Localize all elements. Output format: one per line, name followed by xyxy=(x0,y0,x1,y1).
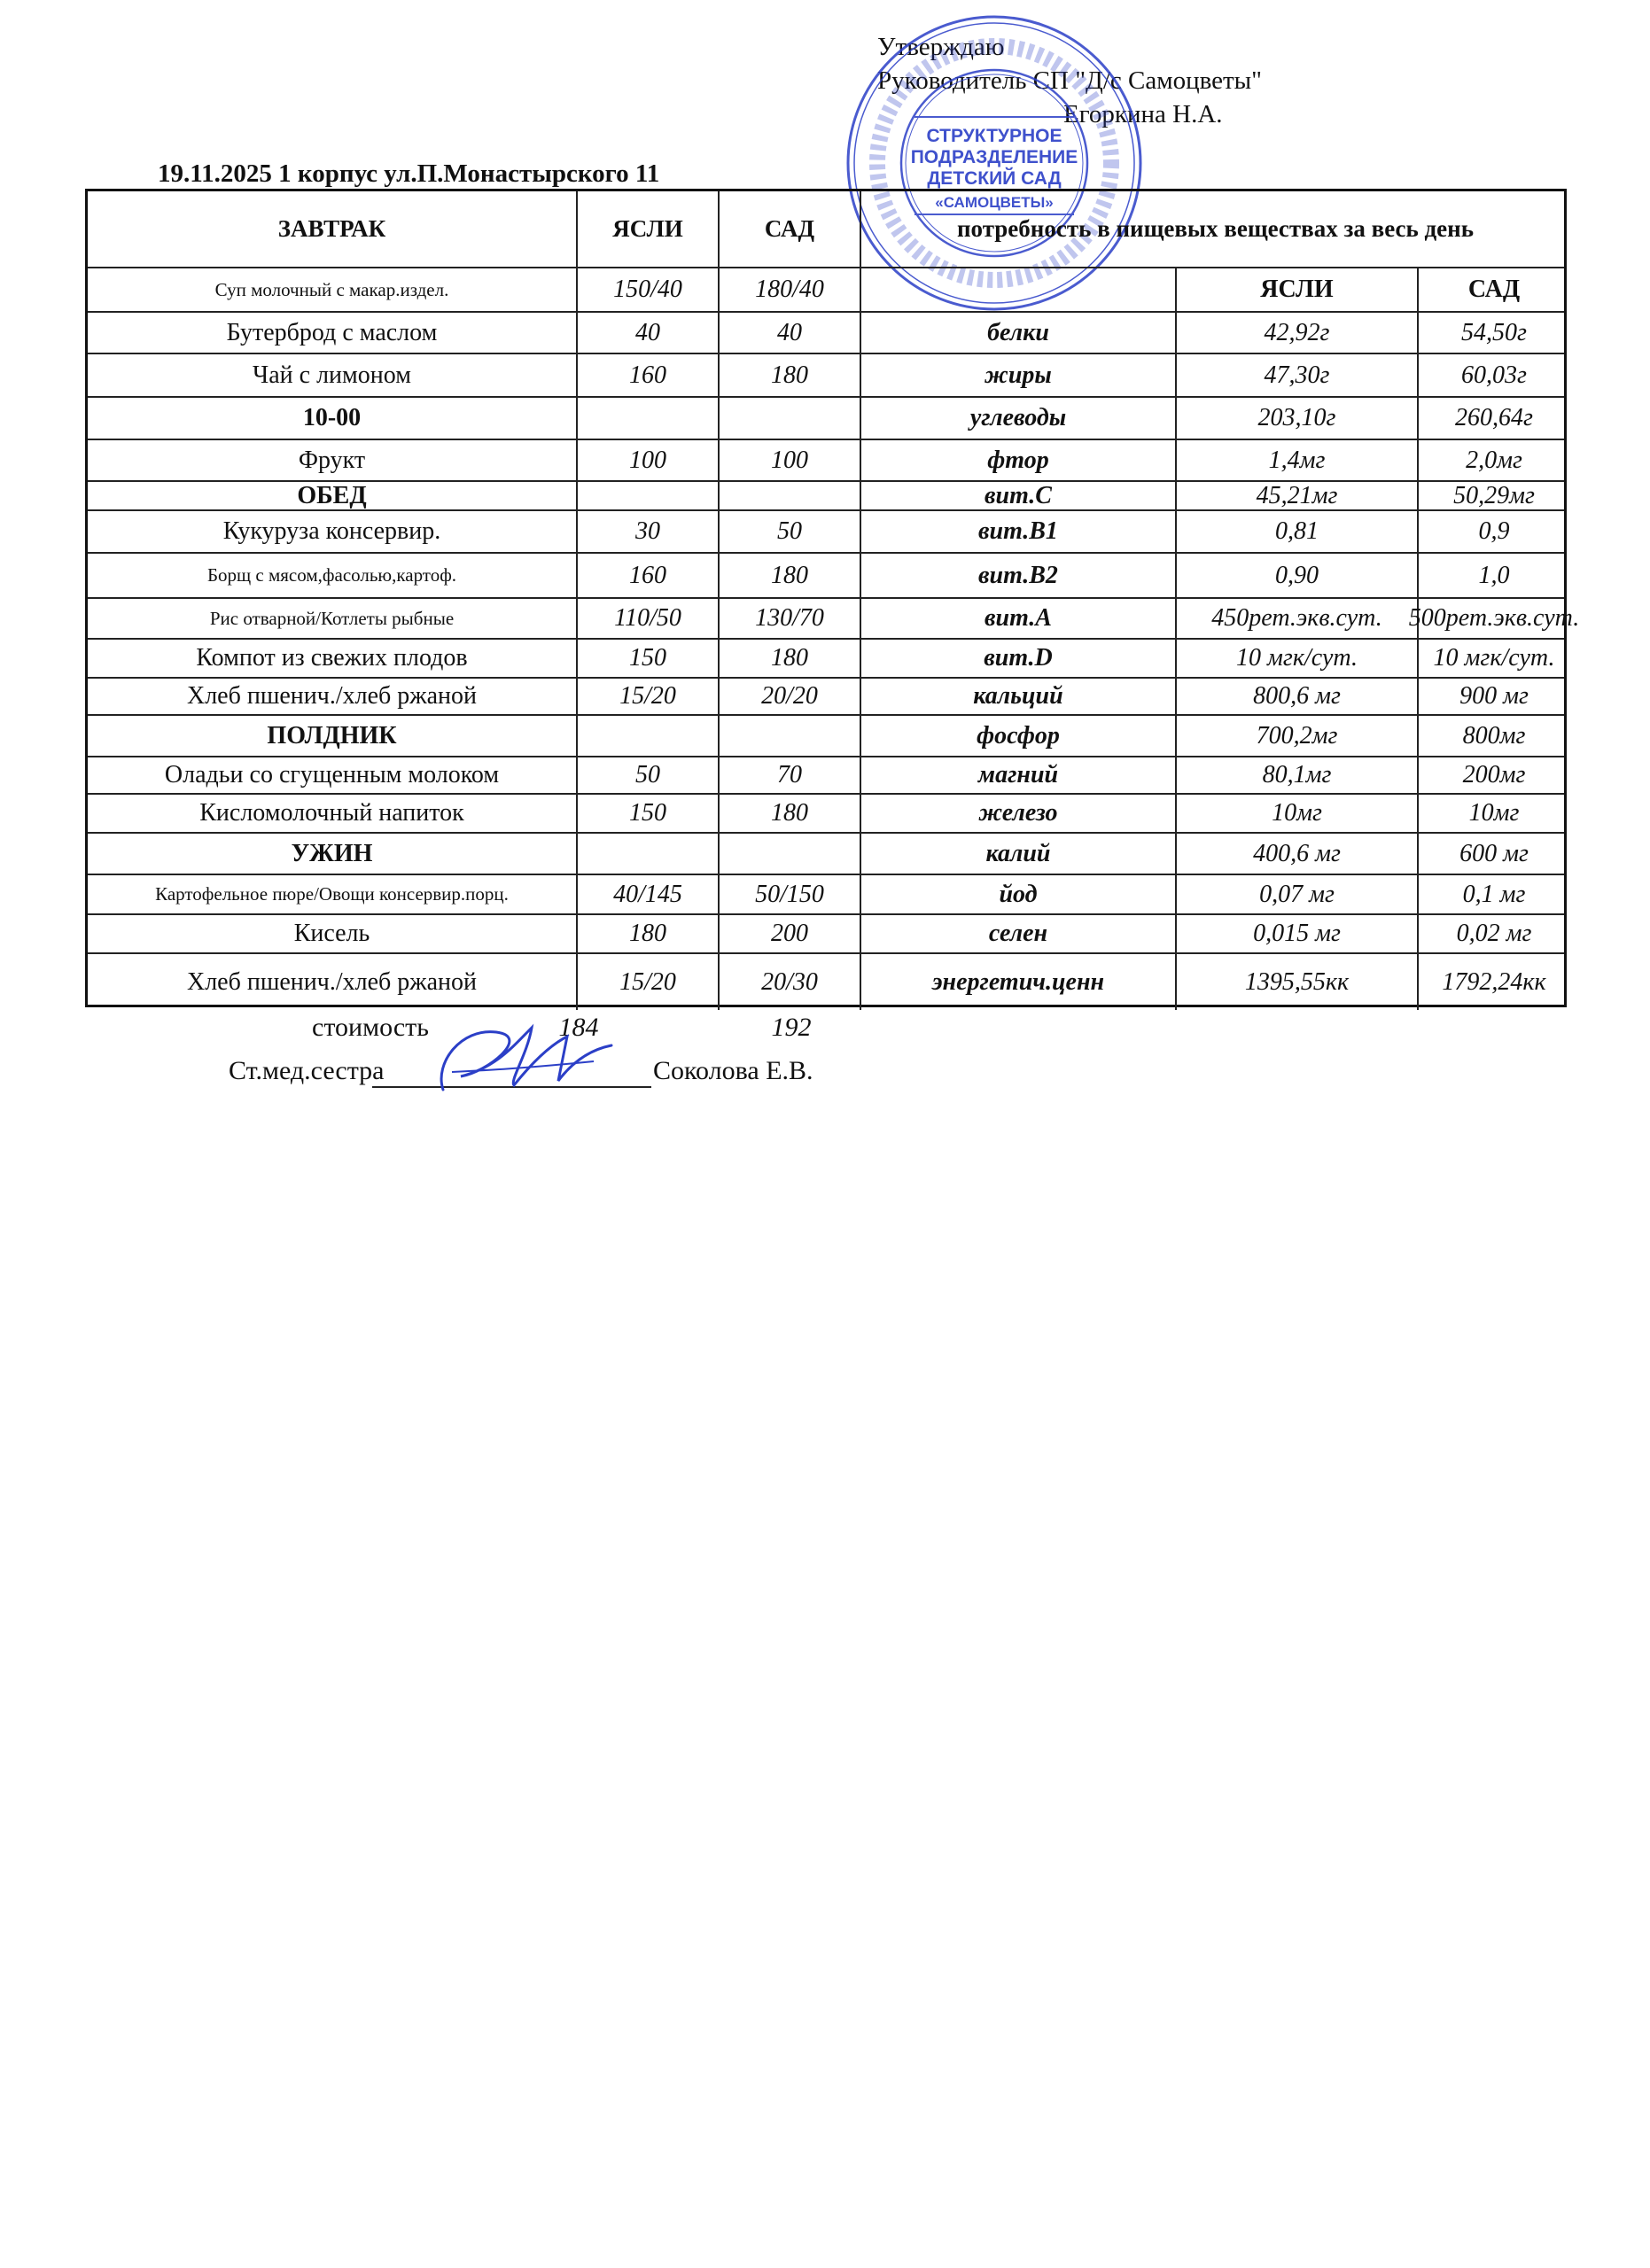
signer-role: Ст.мед.сестра xyxy=(229,1056,385,1085)
dish-name: Картофельное пюре/Овощи консервир.порц. xyxy=(88,875,578,913)
nutrient-name: железо xyxy=(861,795,1177,832)
nutrient-sad: 800мг xyxy=(1462,721,1526,750)
header-sad: САД xyxy=(720,191,861,267)
portion-sad xyxy=(720,482,861,509)
portion-yasli: 150 xyxy=(578,640,720,677)
portion-sad: 40 xyxy=(720,313,861,353)
portion-sad: 50 xyxy=(720,511,861,552)
portion-sad: 70 xyxy=(720,757,861,793)
dish-name: УЖИН xyxy=(88,834,578,874)
approval-line-3: Егоркина Н.А. xyxy=(1063,100,1223,128)
nutrient-yasli: 10мг xyxy=(1177,795,1419,832)
dish-name: Кисель xyxy=(88,915,578,952)
portion-yasli: 40/145 xyxy=(578,875,720,913)
table-row xyxy=(88,268,1564,313)
dish-name: Рис отварной/Котлеты рыбные xyxy=(88,599,578,638)
stamp-line-2: ПОДРАЗДЕЛЕНИЕ xyxy=(910,147,1078,167)
nutrient-sad: 0,9 xyxy=(1478,517,1510,545)
table-row xyxy=(88,482,1564,511)
nutrient-yasli: 10 мгк/сут. xyxy=(1177,640,1419,677)
signature-image xyxy=(425,1010,620,1107)
nutrient-name: углеводы xyxy=(861,398,1177,439)
portion-sad: 180/40 xyxy=(720,268,861,311)
nutrient-sad: 600 мг xyxy=(1459,839,1529,867)
table-row xyxy=(88,554,1564,599)
portion-yasli: 100 xyxy=(578,440,720,480)
header-yasli: ЯСЛИ xyxy=(578,191,720,267)
portion-yasli: 150 xyxy=(578,795,720,832)
portion-sad: 180 xyxy=(720,795,861,832)
table-row xyxy=(88,915,1564,954)
nutrient-sad: 2,0мг xyxy=(1466,446,1522,474)
dish-name: Хлеб пшенич./хлеб ржаной xyxy=(88,954,578,1010)
nutrient-name: йод xyxy=(861,875,1177,913)
nutrient-sad: 260,64г xyxy=(1455,404,1533,431)
table-row xyxy=(88,679,1564,716)
nutrient-name: энергетич.ценн xyxy=(861,954,1177,1010)
dish-name: ОБЕД xyxy=(88,482,578,509)
table-row xyxy=(88,511,1564,554)
portion-yasli xyxy=(578,398,720,439)
portion-yasli: 180 xyxy=(578,915,720,952)
portion-sad: 20/30 xyxy=(720,954,861,1010)
menu-table xyxy=(85,189,1580,1007)
table-row xyxy=(88,640,1564,679)
dish-name: Оладьи со сгущенным молоком xyxy=(88,757,578,793)
nutrient-yasli: 80,1мг xyxy=(1177,757,1419,793)
nutrient-yasli: 0,81 xyxy=(1177,511,1419,552)
nutrient-sad: 200мг xyxy=(1462,761,1526,788)
portion-yasli: 160 xyxy=(578,554,720,597)
cost-label: стоимость xyxy=(312,1013,429,1042)
nutrient-sad: 10 мгк/сут. xyxy=(1433,644,1555,672)
nutrient-sad: 500рет.экв.сут. xyxy=(1408,604,1580,632)
nutrient-yasli: 42,92г xyxy=(1177,313,1419,353)
nutrient-name: вит.В1 xyxy=(861,511,1177,552)
dish-name: Хлеб пшенич./хлеб ржаной xyxy=(88,679,578,714)
document-title: 19.11.2025 1 корпус ул.П.Монастырского 11 xyxy=(158,159,660,188)
nutrient-sad: 900 мг xyxy=(1459,682,1529,710)
nutrient-yasli: 47,30г xyxy=(1177,354,1419,396)
cost-sad: 192 xyxy=(771,1013,812,1042)
nutrient-yasli: 800,6 мг xyxy=(1177,679,1419,714)
portion-sad: 180 xyxy=(720,354,861,396)
stamp-line-1: СТРУКТУРНОЕ xyxy=(926,126,1062,146)
nutrient-name: белки xyxy=(861,313,1177,353)
nutrient-sad: 0,02 мг xyxy=(1456,920,1532,947)
dish-name: Компот из свежих плодов xyxy=(88,640,578,677)
nutrient-yasli: 0,07 мг xyxy=(1177,875,1419,913)
dish-name: Бутерброд с маслом xyxy=(88,313,578,353)
approval-line-1: Утверждаю xyxy=(877,33,1005,61)
portion-sad: 50/150 xyxy=(720,875,861,913)
portion-yasli: 150/40 xyxy=(578,268,720,311)
portion-yasli: 110/50 xyxy=(578,599,720,638)
nutrient-sad: 60,03г xyxy=(1461,361,1527,389)
nutrient-yasli: ЯСЛИ xyxy=(1177,268,1419,311)
portion-yasli xyxy=(578,482,720,509)
table-row xyxy=(88,834,1564,875)
portion-yasli: 30 xyxy=(578,511,720,552)
cost-yasli: 184 xyxy=(558,1013,599,1042)
nutrient-sad: 0,1 мг xyxy=(1462,880,1526,908)
nutrient-name xyxy=(861,268,1177,311)
dish-name: ПОЛДНИК xyxy=(88,716,578,756)
dish-name: Борщ с мясом,фасолью,картоф. xyxy=(88,554,578,597)
nutrient-name: калий xyxy=(861,834,1177,874)
nutrient-yasli: 700,2мг xyxy=(1177,716,1419,756)
nutrient-yasli: 45,21мг xyxy=(1177,482,1419,509)
dish-name: 10-00 xyxy=(88,398,578,439)
nutrient-name: жиры xyxy=(861,354,1177,396)
nutrient-name: кальций xyxy=(861,679,1177,714)
nutrient-name: фтор xyxy=(861,440,1177,480)
table-row xyxy=(88,716,1564,757)
table-row xyxy=(88,954,1564,1010)
nutrient-name: вит.С xyxy=(861,482,1177,509)
nutrient-name: магний xyxy=(861,757,1177,793)
nutrient-yasli: 0,015 мг xyxy=(1177,915,1419,952)
stamp-line-3: ДЕТСКИЙ САД xyxy=(927,168,1062,189)
portion-sad: 100 xyxy=(720,440,861,480)
nutrient-yasli: 1395,55кк xyxy=(1177,954,1419,1010)
nutrient-yasli: 1,4мг xyxy=(1177,440,1419,480)
nutrient-sad: 54,50г xyxy=(1461,318,1527,346)
table-row xyxy=(88,599,1580,640)
portion-sad: 20/20 xyxy=(720,679,861,714)
table-row xyxy=(88,440,1564,482)
nutrient-name: вит.В2 xyxy=(861,554,1177,597)
table-row xyxy=(88,875,1564,915)
dish-name: Фрукт xyxy=(88,440,578,480)
table-row xyxy=(88,757,1564,795)
portion-sad xyxy=(720,716,861,756)
dish-name: Чай с лимоном xyxy=(88,354,578,396)
nutrient-sad: 1,0 xyxy=(1478,561,1510,589)
nutrient-name: фосфор xyxy=(861,716,1177,756)
nutrient-name: вит.D xyxy=(861,640,1177,677)
portion-yasli: 50 xyxy=(578,757,720,793)
portion-yasli: 15/20 xyxy=(578,679,720,714)
nutrient-sad: САД xyxy=(1467,276,1521,303)
nutrient-yasli: 450рет.экв.сут. xyxy=(1177,599,1419,638)
signer-name: Соколова Е.В. xyxy=(653,1056,813,1085)
table-row xyxy=(88,398,1564,440)
table-row xyxy=(88,354,1564,398)
portion-sad: 130/70 xyxy=(720,599,861,638)
dish-name: Кукуруза консервир. xyxy=(88,511,578,552)
portion-yasli: 15/20 xyxy=(578,954,720,1010)
nutrient-name: селен xyxy=(861,915,1177,952)
stamp-line-4: «САМОЦВЕТЫ» xyxy=(935,194,1054,211)
portion-yasli xyxy=(578,716,720,756)
portion-yasli xyxy=(578,834,720,874)
dish-name: Суп молочный с макар.издел. xyxy=(88,268,578,311)
nutrient-yasli: 0,90 xyxy=(1177,554,1419,597)
table-header-row xyxy=(88,191,1564,268)
portion-sad: 180 xyxy=(720,554,861,597)
portion-sad xyxy=(720,834,861,874)
nutrient-yasli: 203,10г xyxy=(1177,398,1419,439)
table-row xyxy=(88,313,1564,354)
nutrient-name: вит.А xyxy=(861,599,1177,638)
portion-sad: 200 xyxy=(720,915,861,952)
nutrient-sad: 10мг xyxy=(1468,799,1520,827)
header-needs: потребность в пищевых веществах за весь день xyxy=(957,215,1474,242)
portion-sad: 180 xyxy=(720,640,861,677)
nutrient-sad: 50,29мг xyxy=(1453,481,1535,509)
table-row xyxy=(88,795,1564,834)
nutrient-sad: 1792,24кк xyxy=(1442,967,1546,996)
approval-line-2: Руководитель СП "Д/с Самоцветы" xyxy=(877,66,1262,95)
portion-yasli: 160 xyxy=(578,354,720,396)
portion-yasli: 40 xyxy=(578,313,720,353)
nutrient-yasli: 400,6 мг xyxy=(1177,834,1419,874)
header-meal: ЗАВТРАК xyxy=(88,191,578,267)
portion-sad xyxy=(720,398,861,439)
dish-name: Кисломолочный напиток xyxy=(88,795,578,832)
